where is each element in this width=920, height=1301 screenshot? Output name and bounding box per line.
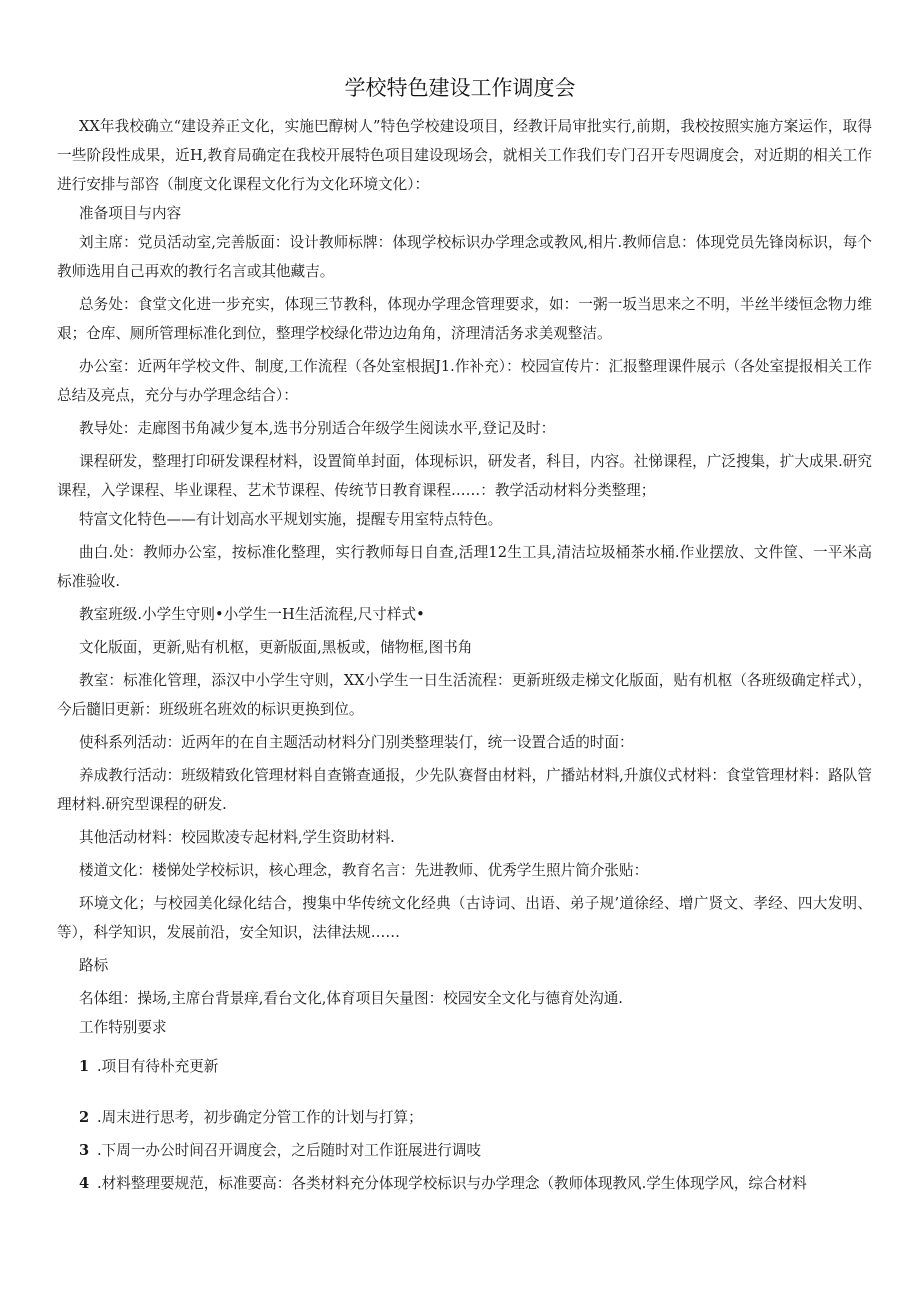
- requirement-text: .项目有待朴充更新: [97, 1058, 219, 1075]
- paragraph-teaching-office: 教导处：走廊图书角减少复本,选书分别适合年级学生阅读水平,登记及时：: [79, 420, 556, 437]
- paragraph-party-room: 刘主席：党员活动室,完善版面：设计教师标牌：体现学校标识办学理念或教风,相片.教师信息：体现党员先锋岗标识，每个教师选用自己再欢的教行名言或其他藏吉。: [57, 234, 872, 280]
- requirement-text: .材料整理要规范，标准要高：各类材料充分体现学校标识与办学理念（教师体现教风.学生体现学风，综合材料: [97, 1175, 807, 1192]
- paragraph-office: 办公室：近两年学校文件、制度,工作流程（各处室根据J1.作补充）：校园宣传片：汇报整理课件展示（各处室提报相关工作总结及亮点，充分与办学理念结合）：: [57, 358, 872, 404]
- requirement-text: .周末进行思考，初步确定分管工作的计划与打算；: [97, 1109, 423, 1126]
- requirement-text: .下周一办公时间召开调度会，之后随时对工作诳展进行调吱: [97, 1142, 482, 1159]
- requirement-item: [57, 1103, 872, 1132]
- paragraph-series-activities: 使科系列活动：近两年的在自主题活动材料分门别类整理装仃，统一设置合适的时面：: [79, 734, 634, 751]
- paragraph-teacher-office: 曲白.处：教师办公室，按标准化整理，实行教师每日自查,活理12生工具,清洁垃圾桶茶水桶.作业摆放、文件筐、一平米高标准验收.: [57, 544, 872, 590]
- paragraph-classroom: 教室：标准化管理，添汉中小学生守则，XX小学生一日生活流程：更新班级走梯文化版面，贴有机枢（各班级确定样式），今后髓旧更新：班级班名班效的标识更换到位。: [57, 672, 872, 718]
- paragraph-other-materials: 其他活动材料：校园欺凌专起材料,学生资助材料.: [79, 829, 395, 846]
- paragraph-culture-board: 文化版面，更新,贴有机枢，更新版面,黑板或，储物框,图书角: [79, 639, 473, 656]
- page-title: 学校特色建设工作调度会: [344, 76, 576, 100]
- requirement-number: 2: [79, 1109, 90, 1126]
- section-heading-prep: 准备项目与内容: [79, 205, 182, 222]
- requirement-item: [57, 1052, 872, 1081]
- requirement-number: 4: [79, 1175, 90, 1192]
- paragraph-curriculum: 课程研发，整理打印研发课程材料，设置简单封面，体现标识，研发者，科目，内容。社悌课程，广泛搜集，扩大成果.研究课程，入学课程、毕业课程、艺术节课程、传统节日教育课程……：教学活动材料分类整理；: [57, 453, 872, 499]
- requirement-number: 1: [79, 1058, 90, 1075]
- paragraph-road-signs: 路标: [79, 957, 109, 974]
- requirement-item: [57, 1136, 872, 1165]
- document-body: [57, 112, 872, 1198]
- requirement-item: [57, 1169, 872, 1198]
- paragraph-general-affairs: 总务处：食堂文化进一步充实，体现三节教科，体现办学理念管理要求，如：一粥一坂当思来之不明，半丝半缕恒念物力维艰；仓库、厕所管理标准化到位，整理学校绿化带边边角角，济理清活务求美观整洁。: [57, 296, 872, 342]
- paragraph-environment-culture: 环境文化；与校园美化绿化结合，搜集中华传统文化经典（古诗词、出语、弟子规’道徐经、增广贤文、孝经、四大发明、等），科学知识，发展前沿，安全知识，法律法规……: [57, 895, 872, 941]
- paragraph-culture-feature: 特富文化特色——有计划高水平规划实施，提醒专用室特点特色。: [79, 511, 503, 528]
- requirement-number: 3: [79, 1142, 90, 1159]
- section-heading-requirements: 工作特别要求: [79, 1019, 167, 1036]
- intro-paragraph: XX年我校确立“建设养正文化，实施巴醇树人”特色学校建设项目，经教讦局审批实行,前期，我校按照实施方案运作，取得一些阶段性成果，近H,教育局确定在我校开展特色项目建设现场会，就相关工作我们专门召开专咫调度会，对近期的相关工作进行安排与部咨（制度文化课程文化行为文化环境文化）：: [57, 118, 872, 193]
- paragraph-classroom-rules: 教室班级.小学生守则•小学生一H生活流程,尺寸样式•: [79, 606, 425, 623]
- paragraph-habit-education: 养成教行活动：班级精致化管理材料自查锵查通报，少先队赛督由材料，广播站材料,升旗仪式材料：食堂管理材料：路队管理材料.研究型课程的研发.: [57, 767, 872, 813]
- paragraph-sports-group: 名体组：操场,主席台背景痒,看台文化,体育项目矢量图：校园安全文化与德育处沟通.: [79, 990, 623, 1007]
- paragraph-corridor-culture: 楼道文化：楼悌处学校标识，核心理念，教育名言：先进教师、优秀学生照片简介张贴：: [79, 862, 649, 879]
